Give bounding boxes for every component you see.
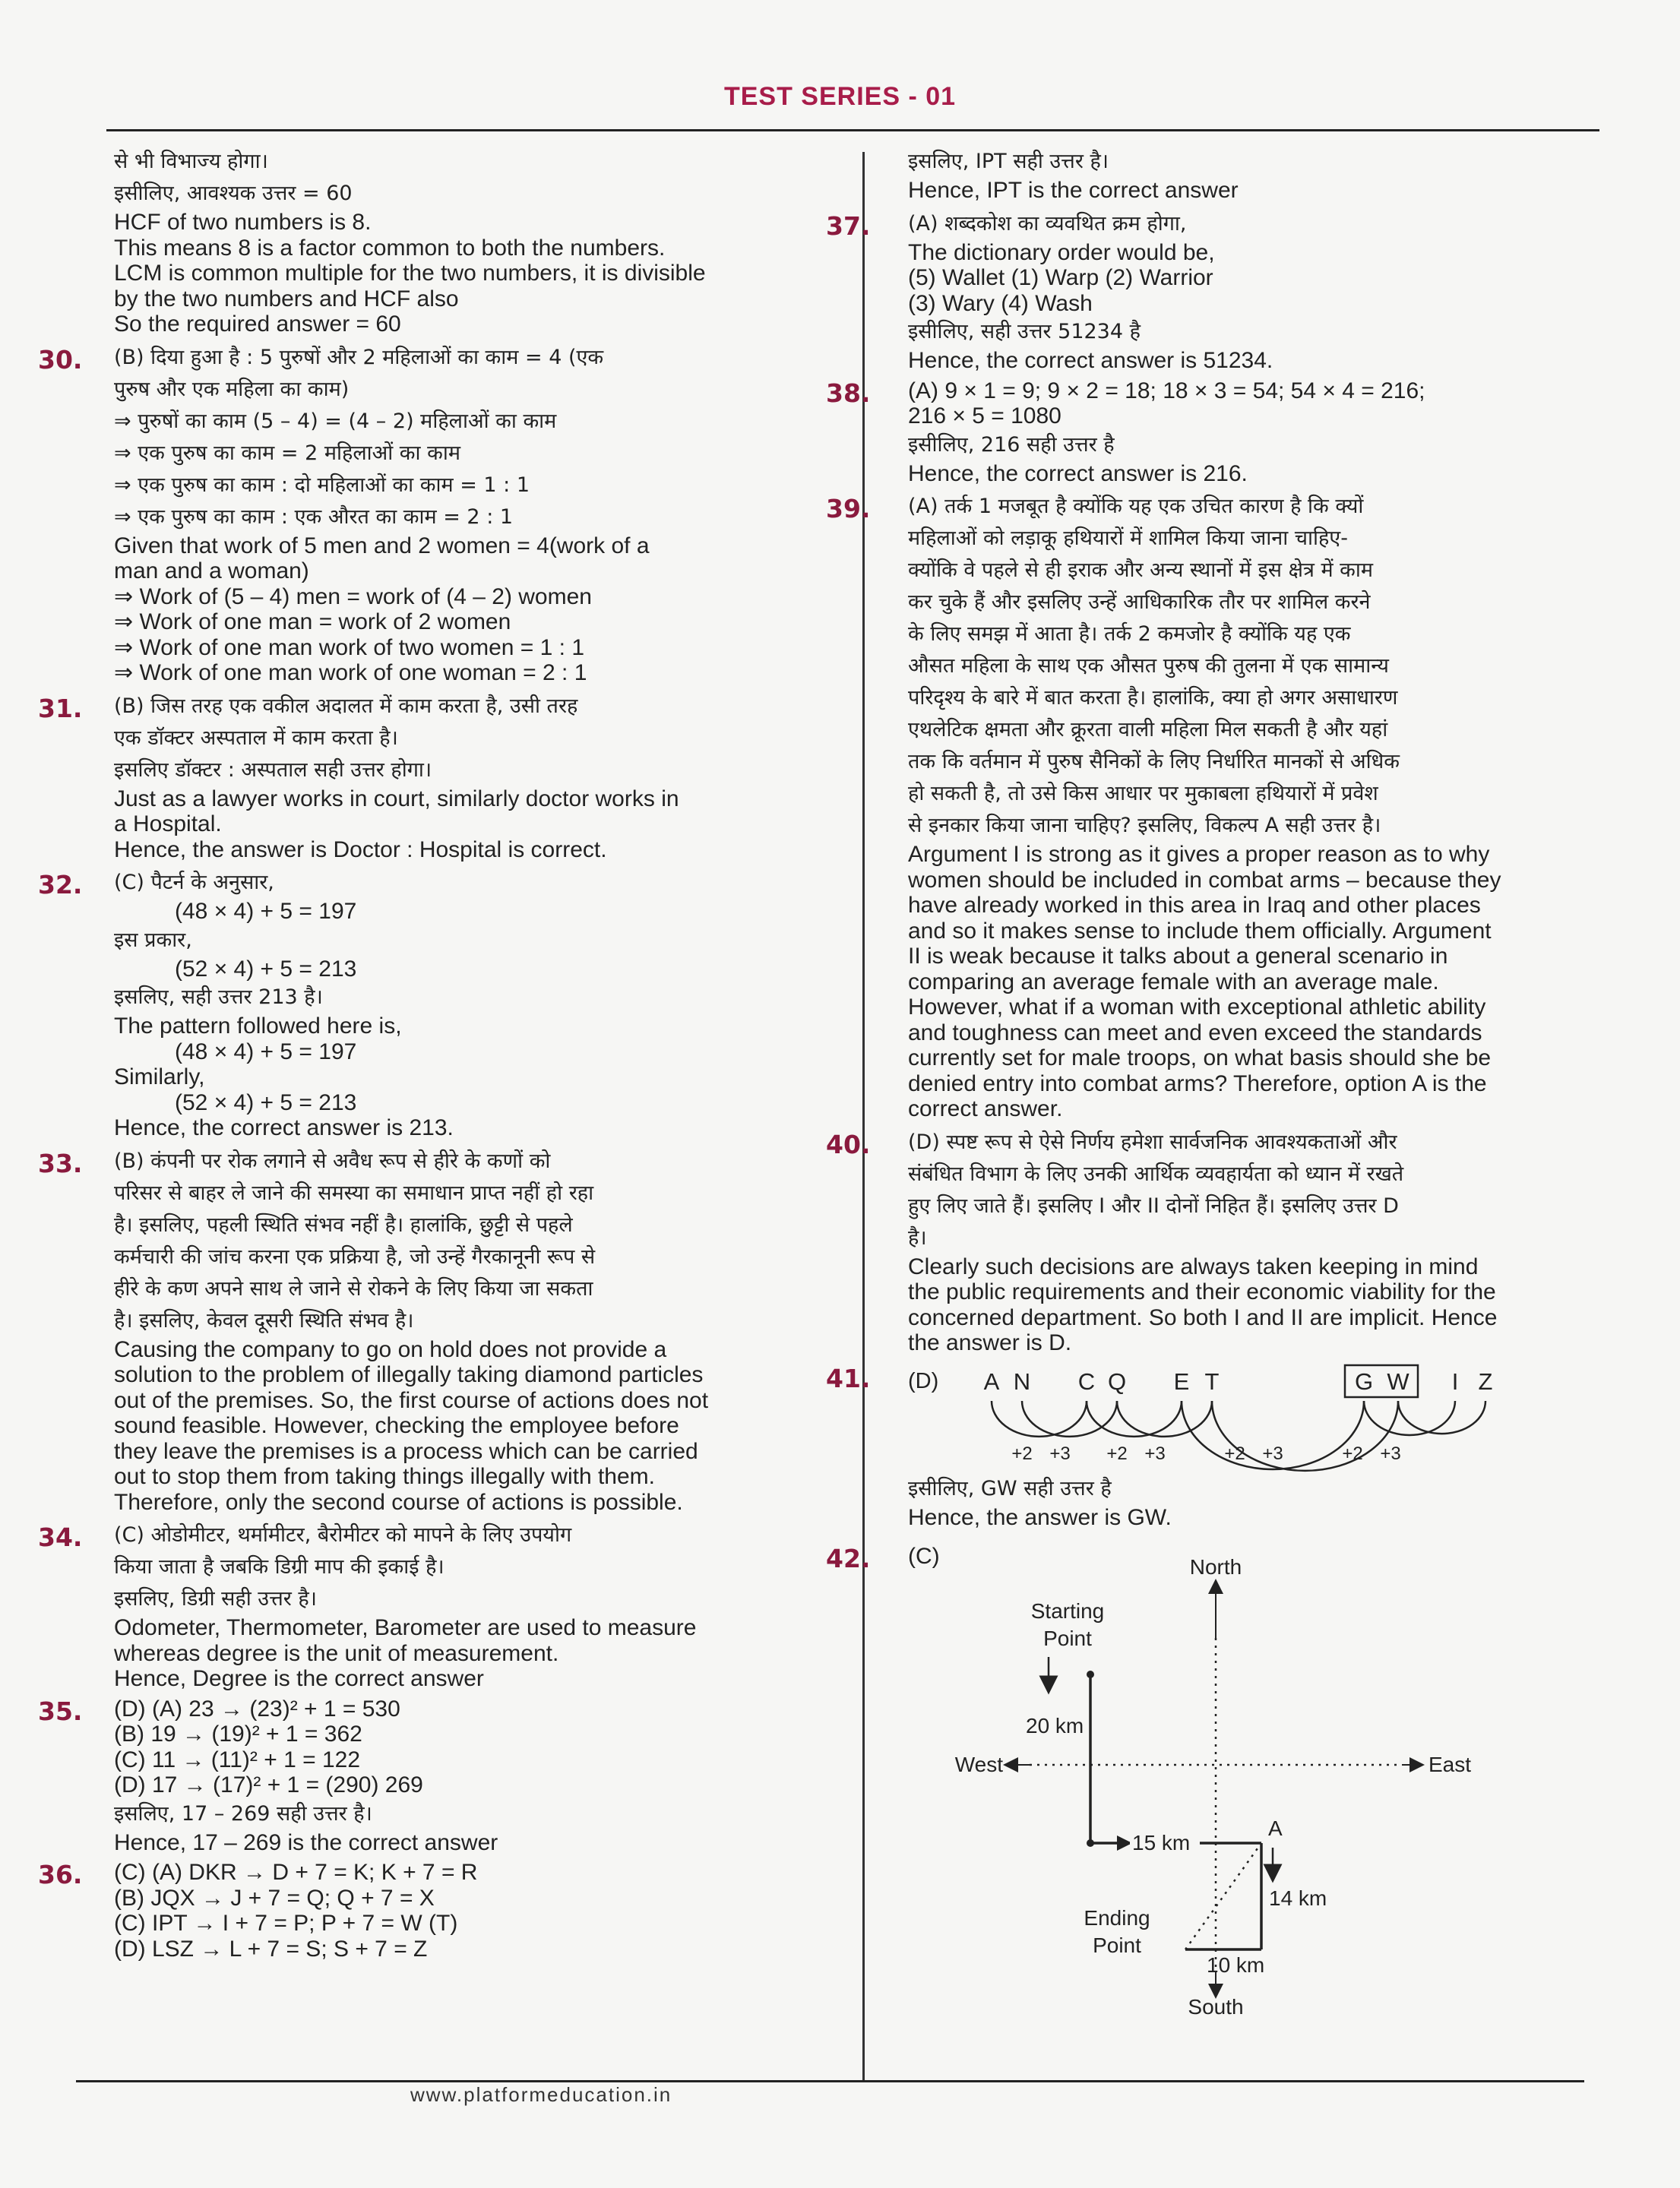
text-line: they leave the premises is a process which can be carried (114, 1438, 698, 1464)
text-line: the public requirements and their economic viability for the (908, 1279, 1496, 1304)
column-divider (862, 152, 865, 2082)
text-line: Hence, the correct answer is 213. (114, 1115, 454, 1140)
text-line: ⇒ एक पुरुष का काम = 2 महिलाओं का काम (114, 441, 460, 465)
series-arc (1022, 1401, 1117, 1437)
text-line: पुरुष और एक महिला का काम) (114, 377, 350, 401)
text-line: तक कि वर्तमान में पुरुष सैनिकों के लिए निर्धारित मानकों से अधिक (908, 750, 1400, 773)
text-line: Similarly, (114, 1064, 205, 1089)
text-line: the answer is D. (908, 1330, 1072, 1355)
step-label: +3 (1144, 1443, 1166, 1464)
text-line: currently set for male troops, on what basis should she be (908, 1045, 1492, 1070)
text-line: This means 8 is a factor common to both the numbers. (114, 235, 666, 261)
question-34 (38, 1519, 821, 1692)
question-40 (826, 1127, 1607, 1356)
question-30 (38, 342, 821, 686)
text-line: So the required answer = 60 (114, 311, 401, 337)
text-line: (D) स्पष्ट रूप से ऐसे निर्णय हमेशा सार्वजनिक आवश्यकताओं और (908, 1130, 1397, 1154)
step-label: +3 (1380, 1443, 1401, 1464)
header-rule (106, 129, 1599, 131)
text-line: (D) (A) 23 → (23)² + 1 = 530 (114, 1696, 400, 1722)
text-line: ⇒ पुरुषों का काम (5 – 4) = (4 – 2) महिलाओं का काम (114, 409, 557, 433)
question-number: 31. (38, 693, 83, 723)
text-line: a Hospital. (114, 811, 222, 836)
text-line: Hence, the correct answer is 51234. (908, 348, 1273, 373)
text-line: ⇒ Work of (5 – 4) men = work of (4 – 2) women (114, 583, 592, 609)
question-number: 42. (826, 1544, 871, 1573)
text-line: correct answer. (908, 1096, 1063, 1121)
text-line: The dictionary order would be, (908, 239, 1215, 265)
answer-line-english: Hence, the answer is GW. (908, 1504, 1172, 1530)
series-arc (1398, 1401, 1485, 1434)
text-line: (B) 19 → (19)² + 1 = 362 (114, 1722, 362, 1747)
text-line: Just as a lawyer works in court, similarly doctor works in (114, 786, 679, 811)
question-41 (826, 1359, 1607, 1531)
text-line: The pattern followed here is, (114, 1013, 402, 1039)
text-line: क्योंकि वे पहले से ही इराक और अन्य स्थानों में इस क्षेत्र में काम (908, 558, 1374, 582)
starting-point-label: Starting (1030, 1598, 1105, 1623)
text-line: (52 × 4) + 5 = 213 (175, 1089, 357, 1115)
text-line: से इनकार किया जाना चाहिए? इसलिए, विकल्प A सही उत्तर है। (908, 814, 1381, 837)
text-line: किया जाता है जबकि डिग्री माप की इकाई है। (114, 1555, 445, 1579)
step-label: +2 (1224, 1443, 1245, 1464)
text-line: out to stop them from taking things illegally with them. (114, 1464, 656, 1489)
text-line: Argument I is strong as it gives a proper reason as to why (908, 842, 1490, 867)
text-line: comparing an average female with an average male. (908, 969, 1439, 994)
text-line: 216 × 5 = 1080 (908, 403, 1061, 428)
question-number: 39. (826, 494, 871, 523)
text-line: (C) (A) DKR → D + 7 = K; K + 7 = R (114, 1860, 478, 1885)
series-letter: A (983, 1368, 1000, 1395)
question-36 (38, 1860, 821, 1962)
question-38 (826, 378, 1607, 487)
step-label: +3 (1262, 1443, 1283, 1464)
starting-point-label-2: Point (1043, 1626, 1092, 1650)
series-letter: C (1077, 1368, 1096, 1395)
option-label: (C) (908, 1544, 940, 1569)
text-line: इस प्रकार, (114, 928, 192, 952)
text-line: (B) कंपनी पर रोक लगाने से अवैध रूप से हीरे के कणों को (114, 1149, 551, 1173)
text-line: परिसर से बाहर ले जाने की समस्या का समाधान प्राप्त नहीं हो रहा (114, 1181, 594, 1205)
text-line: ⇒ Work of one man work of two women = 1 : 1 (114, 634, 585, 660)
text-line: इसीलिए, आवश्यक उत्तर = 60 (114, 182, 353, 205)
text-line: have already worked in this area in Iraq and other places (908, 893, 1481, 918)
text-line: (D) 17 → (17)² + 1 = (290) 269 (114, 1772, 423, 1798)
text-line: (5) Wallet (1) Warp (2) Warrior (908, 265, 1213, 290)
text-line: महिलाओं को लड़ाकू हथियारों में शामिल किया जाना चाहिए- (908, 526, 1348, 550)
distance-20km: 20 km (1026, 1713, 1084, 1737)
continued-answer (908, 146, 1607, 204)
text-line: एक डॉक्टर अस्पताल में काम करता है। (114, 726, 398, 750)
text-line: (52 × 4) + 5 = 213 (175, 956, 357, 982)
series-letter: G (1354, 1368, 1374, 1395)
ending-point-label-2: Point (1093, 1933, 1141, 1957)
question-number: 32. (38, 870, 83, 900)
text-line: sound feasible. However, checking the employee before (114, 1413, 679, 1438)
question-number: 30. (38, 344, 83, 375)
text-line: Given that work of 5 men and 2 women = 4(work of a (114, 533, 650, 558)
text-line: है। इसलिए, पहली स्थिति संभव नहीं है। हालांकि, छुट्टी से पहले (114, 1213, 573, 1237)
text-line: and so it makes sense to include them officially. Argument (908, 918, 1492, 944)
question-number: 35. (38, 1696, 83, 1726)
series-arc (1117, 1401, 1212, 1437)
text-line: (B) दिया हुआ है : 5 पुरुषों और 2 महिलाओं का काम = 4 (एक (114, 345, 604, 369)
text-line: से भी विभाज्य होगा। (114, 150, 268, 173)
series-letter: T (1204, 1368, 1220, 1395)
south-label: South (1188, 1994, 1244, 2018)
text-line: संबंधित विभाग के लिए उनकी आर्थिक व्यवहार्यता को ध्यान में रखते (908, 1162, 1404, 1186)
text-line: Hence, 17 – 269 is the correct answer (114, 1829, 498, 1855)
text-line: women should be included in combat arms – because they (908, 867, 1501, 893)
text-line: II is weak because it talks about a general scenario in (908, 944, 1448, 969)
distance-10km: 10 km (1207, 1952, 1265, 1977)
text-line: ⇒ Work of one man = work of 2 women (114, 609, 511, 634)
series-letter: Q (1107, 1368, 1127, 1395)
text-line: (C) IPT → I + 7 = P; P + 7 = W (T) (114, 1911, 458, 1936)
west-label: West (954, 1752, 1003, 1776)
series-arc (992, 1401, 1087, 1437)
text-line: concerned department. So both I and II are implicit. Hence (908, 1304, 1498, 1330)
series-letter: E (1173, 1368, 1190, 1395)
text-line: Causing the company to go on hold does not provide a (114, 1336, 667, 1362)
question-42 (826, 1544, 1607, 2018)
question-39 (826, 491, 1607, 1122)
text-line: (A) 9 × 1 = 9; 9 × 2 = 18; 18 × 3 = 54; 54 × 4 = 216; (908, 378, 1425, 403)
question-number: 36. (38, 1860, 83, 1889)
question-number: 33. (38, 1148, 83, 1178)
question-number: 34. (38, 1522, 83, 1552)
question-32 (38, 867, 821, 1141)
question-37 (826, 208, 1607, 374)
text-line: इसीलिए, 216 सही उत्तर है (908, 432, 1115, 457)
footer-url: www.platformeducation.in (410, 2083, 672, 2106)
text-line: हो सकती है, तो उसे किस आधार पर मुकाबला हथियारों में प्रवेश (908, 782, 1378, 805)
series-arc (1087, 1401, 1182, 1437)
text-line: whereas degree is the unit of measurement. (114, 1640, 559, 1666)
text-line: However, what if a woman with exceptional athletic ability (908, 994, 1486, 1020)
ending-point-label: Ending (1084, 1905, 1150, 1930)
right-column (826, 146, 1607, 2018)
distance-14km: 14 km (1269, 1886, 1327, 1910)
text-line: man and a woman) (114, 558, 309, 583)
letter-series-diagram (908, 1359, 1516, 1473)
text-line: इसलिए, डिग्री सही उत्तर है। (114, 1587, 317, 1611)
text-line: (48 × 4) + 5 = 197 (175, 1039, 357, 1064)
text-line: इसलिए, 17 – 269 सही उत्तर है। (114, 1801, 372, 1826)
question-31 (38, 691, 821, 863)
text-line: and toughness can meet and even exceed the standards (908, 1020, 1482, 1045)
text-line: है। इसलिए, केवल दूसरी स्थिति संभव है। (114, 1308, 414, 1333)
text-line: इसलिए डॉक्टर : अस्पताल सही उत्तर होगा। (114, 757, 432, 782)
text-line: इसीलिए, सही उत्तर 51234 है (908, 320, 1141, 343)
text-line: (3) Wary (4) Wash (908, 290, 1093, 316)
question-number: 40. (826, 1129, 871, 1159)
text-line: solution to the problem of illegally taking diamond particles (114, 1362, 704, 1387)
text-line: Hence, the answer is Doctor : Hospital is correct. (114, 836, 607, 862)
question-number: 41. (826, 1363, 871, 1393)
text-line: ⇒ Work of one man work of one woman = 2 : 1 (114, 660, 587, 685)
text-line: कर्मचारी की जांच करना एक प्रक्रिया है, जो उन्हें गैरकानूनी रूप से (114, 1244, 596, 1269)
question-33 (38, 1146, 821, 1516)
text-line: इसलिए, IPT सही उत्तर है। (908, 150, 1109, 173)
distance-15km: 15 km (1132, 1830, 1191, 1854)
turn-point-dot (1087, 1839, 1094, 1847)
footer-rule (76, 2080, 1584, 2082)
text-line: Hence, Degree is the correct answer (114, 1666, 484, 1691)
text-line: ⇒ एक पुरुष का काम : एक औरत का काम = 2 : 1 (114, 504, 514, 529)
series-letter: Z (1478, 1368, 1493, 1395)
step-label: +2 (1106, 1443, 1128, 1464)
text-line: Therefore, only the second course of actions is possible. (114, 1489, 683, 1515)
text-line: हीरे के कण अपने साथ ले जाने से रोकने के लिए किया जा सकता (114, 1276, 593, 1301)
option-label: (D) (908, 1368, 939, 1393)
series-letter: I (1451, 1368, 1459, 1395)
text-line: (C) ओडोमीटर, थर्मामीटर, बैरोमीटर को मापने के लिए उपयोग (114, 1523, 572, 1547)
continued-answer (114, 146, 821, 337)
point-a-label: A (1268, 1816, 1283, 1840)
step-label: +2 (1342, 1443, 1363, 1464)
text-line: denied entry into combat arms? Therefore, option A is the (908, 1070, 1487, 1096)
text-line: Hence, IPT is the correct answer (908, 178, 1239, 203)
text-line: (48 × 4) + 5 = 197 (175, 899, 357, 924)
text-line: by the two numbers and HCF also (114, 286, 459, 311)
text-line: Odometer, Thermometer, Barometer are used to measure (114, 1615, 697, 1640)
text-line: HCF of two numbers is 8. (114, 210, 372, 235)
text-line: है। (908, 1225, 927, 1250)
text-line: (A) तर्क 1 मजबूत है क्योंकि यह एक उचित कारण है कि क्यों (908, 495, 1364, 518)
series-letter: N (1013, 1368, 1031, 1395)
question-number: 38. (826, 378, 871, 408)
series-arc (1364, 1401, 1455, 1435)
left-column (38, 146, 821, 1962)
answer-line-hindi: इसीलिए, GW सही उत्तर है (908, 1476, 1112, 1500)
step-label: +2 (1011, 1443, 1033, 1464)
text-line: एथलेटिक क्षमता और क्रूरता वाली महिला मिल सकती है और यहां (908, 718, 1388, 741)
text-line: Clearly such decisions are always taken keeping in mind (908, 1254, 1479, 1279)
text-line: ⇒ एक पुरुष का काम : दो महिलाओं का काम = 1 : 1 (114, 473, 530, 497)
shortest-distance-line (1185, 1843, 1261, 1949)
east-label: East (1428, 1752, 1472, 1776)
text-line: (B) जिस तरह एक वकील अदालत में काम करता है, उसी तरह (114, 694, 578, 718)
text-line: (D) LSZ → L + 7 = S; S + 7 = Z (114, 1936, 428, 1962)
text-line: LCM is common multiple for the two numbers, it is divisible (114, 261, 706, 286)
text-line: औसत महिला के साथ एक औसत पुरुष की तुलना में एक सामान्य (908, 654, 1389, 678)
question-35 (38, 1696, 821, 1856)
text-line: (B) JQX → J + 7 = Q; Q + 7 = X (114, 1885, 435, 1911)
text-line: इसलिए, सही उत्तर 213 है। (114, 985, 323, 1009)
text-line: कर चुके हैं और इसलिए उन्हें आधिकारिक तौर पर शामिल करने (908, 590, 1371, 614)
direction-diagram (954, 1547, 1485, 2018)
north-label: North (1189, 1554, 1242, 1579)
text-line: (C) 11 → (11)² + 1 = 122 (114, 1747, 361, 1772)
question-number: 37. (826, 210, 871, 241)
text-line: out of the premises. So, the first course of actions does not (114, 1387, 709, 1413)
text-line: (A) शब्दकोश का व्यवथित क्रम होगा, (908, 211, 1187, 236)
step-label: +3 (1049, 1443, 1071, 1464)
text-line: हुए लिए जाते हैं। इसलिए I और II दोनों निहित हैं। इसलिए उत्तर D (908, 1194, 1399, 1218)
text-line: परिदृश्य के बारे में बात करता है। हालांकि, क्या हो अगर असाधारण (908, 686, 1398, 710)
series-letter: W (1387, 1368, 1409, 1395)
text-line: Hence, the correct answer is 216. (908, 460, 1248, 486)
page-header: TEST SERIES - 01 (723, 82, 957, 111)
text-line: (C) पैटर्न के अनुसार, (114, 871, 274, 894)
text-line: के लिए समझ में आता है। तर्क 2 कमजोर है क्योंकि यह एक (908, 622, 1351, 646)
